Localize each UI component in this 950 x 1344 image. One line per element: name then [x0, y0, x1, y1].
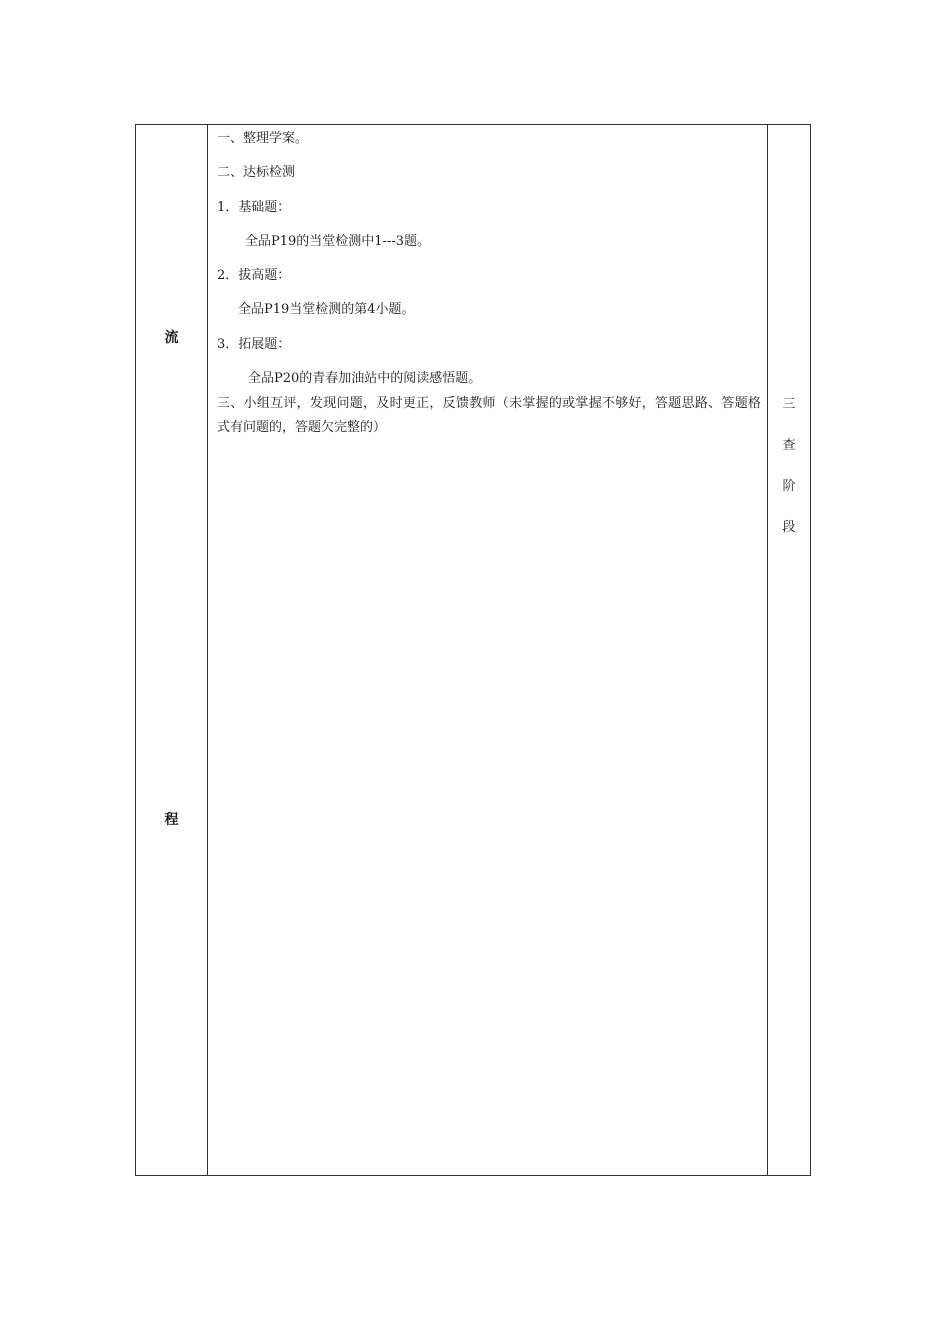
item-1-title: 1．基础题：: [217, 200, 291, 215]
section-3-paragraph: 三、小组互评，发现问题，及时更正，反馈教师（未掌握的或掌握不够好，答题思路、答题格式有问题的，答题欠完整的）: [217, 396, 761, 435]
process-label-char-2: 程: [164, 812, 179, 828]
item-3-body: 全品P20的青春加油站中的阅读感悟题。: [248, 371, 482, 386]
stage-label-char-3: 阶: [782, 479, 796, 494]
stage-label-char-2: 查: [782, 438, 796, 453]
stage-label-char-4: 段: [782, 520, 796, 535]
process-label-char-1: 流: [164, 330, 179, 346]
section-2-heading: 二、达标检测: [217, 165, 296, 180]
lesson-table: [135, 124, 811, 1176]
item-1-body: 全品P19的当堂检测中1---3题。: [245, 234, 431, 249]
item-2-title: 2．拔高题：: [217, 268, 291, 283]
item-2-body: 全品P19当堂检测的第4小题。: [238, 302, 415, 317]
content-cell: [208, 125, 767, 1175]
item-3-title: 3．拓展题：: [217, 337, 291, 352]
stage-label-char-1: 三: [782, 397, 796, 412]
section-1-heading: 一、整理学案。: [217, 131, 309, 146]
process-label-column: [136, 125, 208, 1175]
stage-label-column: [767, 125, 810, 1175]
